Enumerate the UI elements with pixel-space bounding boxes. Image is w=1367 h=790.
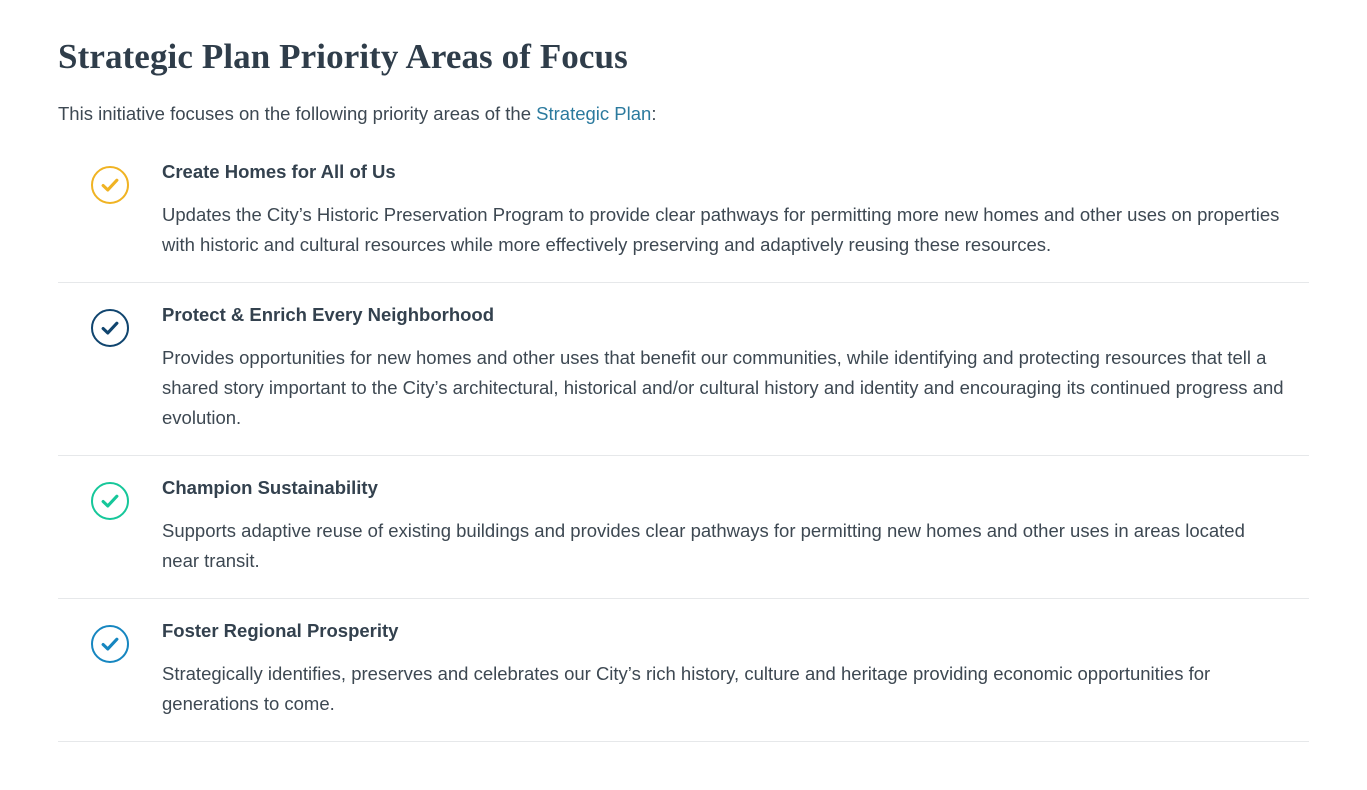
focus-area-description: Strategically identifies, preserves and celebrates our City’s rich history, culture and heritage providing economic opportunities for generations to come. [162,662,1211,714]
check-circle-icon [91,482,129,520]
check-circle-icon [91,166,129,204]
focus-area-description: Supports adaptive reuse of existing buildings and provides clear pathways for permitting new homes and other uses in areas located near transit. [162,519,1245,571]
list-item [58,283,1309,456]
focus-area-heading: Champion Sustainability [162,476,378,498]
text-cell [162,476,1309,576]
intro-text-after: : [651,103,657,124]
check-circle-icon [91,309,129,347]
text-cell [162,303,1309,433]
text-cell [162,619,1309,719]
focus-area-description: Provides opportunities for new homes and other uses that benefit our communities, while identifying and protecting resources that tell a shared story important to the City’s architectural, historical and/or cultural history and identity and encouraging its continued progress and evolution. [162,346,1284,428]
check-circle-icon [91,625,129,663]
list-item [58,146,1309,283]
list-item [58,456,1309,599]
icon-cell [58,303,162,347]
focus-areas-list [58,146,1309,742]
icon-cell [58,476,162,520]
icon-cell [58,619,162,663]
strategic-plan-link[interactable]: Strategic Plan [536,103,652,124]
list-item [58,599,1309,742]
focus-area-description: Updates the City’s Historic Preservation Program to provide clear pathways for permitting more new homes and other uses on properties with historic and cultural resources while more effectively preserving and adaptively reusing these resources. [162,203,1280,255]
intro-paragraph [58,100,1309,128]
focus-area-heading: Create Homes for All of Us [162,160,396,182]
page-title: Strategic Plan Priority Areas of Focus [58,37,628,76]
focus-area-heading: Foster Regional Prosperity [162,619,399,641]
focus-area-heading: Protect & Enrich Every Neighborhood [162,303,495,325]
intro-text-before: This initiative focuses on the following priority areas of the [58,103,537,124]
text-cell [162,160,1309,260]
icon-cell [58,160,162,204]
